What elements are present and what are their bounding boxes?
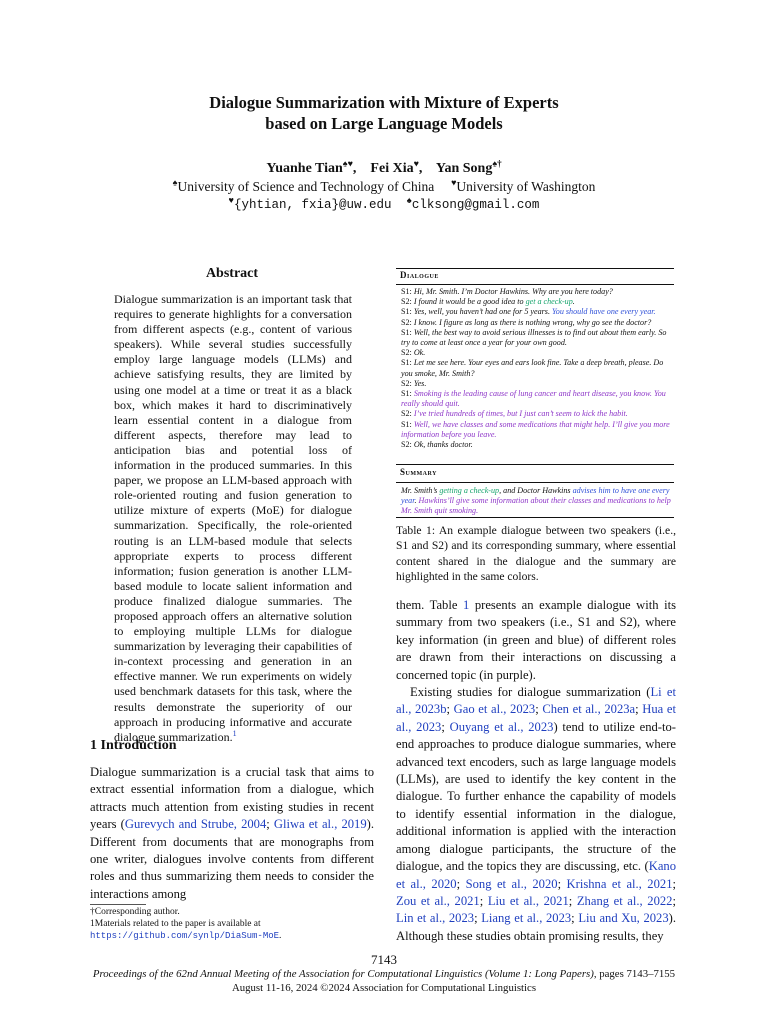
utterance-segment: Let me see here. Your eyes and ears look fine. Take a deep breath, please. Do you smoke, Mr. Smith? <box>401 358 664 378</box>
affil-mark: ♠ <box>172 177 178 188</box>
utterance-segment: Ok, thanks doctor. <box>413 440 473 450</box>
text-run: ; <box>672 876 676 891</box>
section-heading-introduction: 1 Introduction <box>90 738 177 753</box>
dialogue-line <box>401 348 673 358</box>
utterance-segment: Hi, Mr. Smith. I’m Doctor Hawkins. Why are you here today? <box>413 287 613 296</box>
utterance-segment: Yes, well, you haven’t had one for 5 years. <box>413 307 553 317</box>
citation-link[interactable]: Zou et al., 2021 <box>396 893 480 908</box>
introduction-paragraph <box>90 764 374 903</box>
dialogue-line <box>401 389 673 409</box>
utterance-segment: Yes. <box>413 378 427 388</box>
email-text: clksong@gmail.com <box>411 198 540 212</box>
affil-name: University of Washington <box>456 179 596 194</box>
email-mark: ♠ <box>406 195 412 206</box>
abstract-text: Dialogue summarization is an important task that requires to generate highlights for a conversation from different aspects (e.g., content of various speakers). While several studies successfully employ large language models (LLMs) and achieve satisfying results, they are limited by using one model at a time or treat it as a black box, which makes it hard to discriminatively learn essential content in a dialogue from different aspects, therefore may lead to anticipation bias and potential loss of information in the produced summaries. In this paper, we propose an LLM-based approach with role-oriented routing and fusion generation to utilize mixture of experts (MoE) for dialogue summarization. Specifically, the role-oriented routing is an LLM-based module that selects appropriate experts to process different information; fusion generation is another LLM-based module to locate salient information and produce finalized dialogue summaries. The proposed approach offers an alternative solution to employing multiple LLMs for dialogue summarization by leveraging their capabilities of in-context processing and generation in an effective manner. We run experiments on widely used benchmark datasets for this task, where the results demonstrate the superiority of our approach in producing informative and accurate dialogue summarization. <box>114 292 352 744</box>
summary-top-rule <box>396 464 674 465</box>
utterance-segment: I know. I figure as long as there is nothing wrong, why go see the doctor? <box>413 317 652 327</box>
table-bottom-rule <box>396 517 674 518</box>
author-name: Fei Xia <box>370 161 414 176</box>
utterance-segment: I’ve tried hundreds of times, but I just can’t seem to kick the habit. <box>413 409 628 419</box>
speaker-label: S1: <box>401 358 414 368</box>
citation-link[interactable]: Gliwa et al., 2019 <box>273 817 367 832</box>
text-run: ; <box>446 702 454 717</box>
title-line-1: Dialogue Summarization with Mixture of Experts <box>209 93 559 112</box>
citation-link[interactable]: Krishna et al., 2021 <box>566 876 673 891</box>
footnote-materials <box>90 918 374 942</box>
email-text: {yhtian, fxia}@uw.edu <box>233 198 392 212</box>
dialogue-line <box>401 287 673 297</box>
text-run: ). Different from documents that are monographs from one writer, dialogues involve contents from different roles and thus summarizing them needs to consider the interactions among <box>90 817 374 901</box>
proceedings-pages: , pages 7143–7155 <box>593 968 676 980</box>
affil-mark: ♥ <box>451 177 457 188</box>
proceedings-footer <box>0 967 768 995</box>
proceedings-line-2: August 11-16, 2024 ©2024 Association for Computational Linguistics <box>231 982 537 994</box>
author-marks: ♥ <box>413 158 419 169</box>
utterance-segment: Smoking is the leading cause of lung cancer and heart disease, you know. You really should quit. <box>401 389 666 409</box>
text-run: Dialogue summarization is a crucial task that aims to extract essential information from a dialogue, which attracts much attention from existing studies in recent years ( <box>90 765 374 832</box>
author-emails <box>0 196 768 214</box>
speaker-label: S2: <box>401 378 414 388</box>
utterance-segment: get a check-up <box>525 297 573 307</box>
author-list: Yuanhe Tian♠♥, Fei Xia♥, Yan Song♠† <box>266 158 502 176</box>
speaker-label: S1: <box>401 287 414 296</box>
speaker-label: S1: <box>401 389 414 399</box>
utterance-segment: Well, we have classes and some medications that might help. I’ll give you more information before you leave. <box>401 419 670 439</box>
author-marks: ♠♥ <box>342 158 353 169</box>
summary-segment: . <box>414 496 419 506</box>
dialogue-line <box>401 297 673 307</box>
proceedings-line-1 <box>0 967 768 981</box>
text-run: ) tend to utilize end-to-end approaches to produce dialogue summaries, where advanced text encoders, such as large language models (LLMs), are used to identify the key content in the dialogue. To further enhance the capability of models to identify essential information in the dialogue, additional information is applied with the interaction among dialogue participants, the structure of the dialogue, and the topics they are discussing, etc. ( <box>396 719 676 874</box>
email-mark: ♥ <box>228 195 234 206</box>
citation-link[interactable]: Chen et al., 2023a <box>542 702 636 717</box>
speaker-label: S2: <box>401 317 414 327</box>
text-run: ; <box>557 876 567 891</box>
speaker-label: S2: <box>401 409 414 419</box>
citation-link[interactable]: Lin et al., 2023 <box>396 911 475 926</box>
text-run: ; <box>535 702 543 717</box>
summary-label: Summary <box>400 467 437 477</box>
text-run: Existing studies for dialogue summarization ( <box>410 685 651 700</box>
utterance-segment: I found it would be a good idea to <box>413 297 526 307</box>
dialogue-line <box>401 358 673 378</box>
summary-segment: Hawkins’ll give some information about their classes and medications to help Mr. Smith quit smoking. <box>401 496 671 516</box>
citation-link[interactable]: Hua et al., 2023 <box>396 702 676 734</box>
text-run: ; <box>456 876 466 891</box>
paper-title <box>0 92 768 134</box>
text-run: ; <box>479 893 488 908</box>
speaker-label: S1: <box>401 327 414 337</box>
dialogue-label: Dialogue <box>400 270 439 280</box>
dialogue-line <box>401 420 673 440</box>
text-run: ; <box>571 911 579 926</box>
dialogue-line <box>401 379 673 389</box>
citation-link[interactable]: Ouyang et al., 2023 <box>449 719 554 734</box>
paragraph <box>396 684 676 945</box>
citation-link[interactable]: Gurevych and Strube, 2004 <box>124 817 267 832</box>
paragraph <box>396 597 676 684</box>
summary-label-rule <box>396 482 674 483</box>
author-name: Yuanhe Tian <box>266 161 343 176</box>
footnote-divider <box>90 904 146 905</box>
utterance-segment: . <box>572 297 575 307</box>
affiliations <box>0 178 768 196</box>
text-run: ). Although these studies obtain promising results, they <box>396 911 676 943</box>
dialogue-label-rule <box>396 284 674 285</box>
citation-link[interactable]: Liu et al., 2021 <box>487 893 569 908</box>
table-caption: Table 1: An example dialogue between two speakers (i.e., S1 and S2) and its corresponding summary, where essential content shared in the dialogue and the summary are highlighted in the same colors. <box>396 524 676 584</box>
citation-link[interactable]: Song et al., 2020 <box>465 876 558 891</box>
speaker-label: S1: <box>401 307 414 317</box>
author-marks: ♠† <box>492 158 502 169</box>
author-name: Yan Song <box>435 161 493 176</box>
summary-segment: Mr. Smith’s <box>401 486 440 495</box>
text-run: presents an example dialogue with its summary from two speakers (i.e., S1 and S2), where key information (in green and blue) of different roles are drawn from their interactions on discussing a concerned topic (in purple). <box>396 598 677 682</box>
utterance-segment: You should have one every year. <box>552 307 656 317</box>
speaker-label: S1: <box>401 419 414 429</box>
dialogue-line <box>401 318 673 328</box>
speaker-label: S2: <box>401 440 414 450</box>
citation-link[interactable]: Zhang et al., 2022 <box>576 893 673 908</box>
utterance-segment: Well, the best way to avoid serious illnesses is to find out about them early. So try to come at least once a year for your own good. <box>401 327 667 348</box>
citation-link[interactable]: Li et al., 2023b <box>396 685 676 717</box>
footnote-ref-link[interactable]: 1 <box>232 728 237 738</box>
dialogue-block <box>401 287 673 450</box>
citation-link[interactable]: Gao et al., 2023 <box>453 702 536 717</box>
footnotes <box>90 906 374 942</box>
proceedings-title: Proceedings of the 62nd Annual Meeting of the Association for Computational Linguistics (Volume 1: Long Papers) <box>92 968 594 980</box>
speaker-label: S2: <box>401 297 414 307</box>
speaker-label: S2: <box>401 348 414 358</box>
summary-segment: , and Doctor Hawkins <box>499 486 573 495</box>
citation-link[interactable]: Liu and Xu, 2023 <box>578 911 669 926</box>
affil-name: University of Science and Technology of China <box>177 179 435 194</box>
text-run: them. Table <box>396 598 463 612</box>
text-run: ; <box>635 702 643 717</box>
abstract-body <box>114 292 352 745</box>
dialogue-line <box>401 440 673 450</box>
summary-block <box>401 486 673 517</box>
table-ref-link[interactable]: 1 <box>462 598 470 612</box>
dialogue-line <box>401 409 673 419</box>
text-run: ; <box>474 911 482 926</box>
text-run: ; <box>266 817 274 832</box>
text-run: ; <box>672 893 676 908</box>
right-column-body <box>396 597 676 945</box>
citation-link[interactable]: Liang et al., 2023 <box>481 911 572 926</box>
title-line-2: based on Large Language Models <box>265 114 503 133</box>
repo-url-link[interactable]: https://github.com/synlp/DiaSum-MoE <box>90 931 280 941</box>
dialogue-line <box>401 328 673 348</box>
summary-segment: advises him to have one every year <box>401 486 670 506</box>
summary-segment: getting a check-up <box>439 486 500 495</box>
text-run: ; <box>568 893 577 908</box>
utterance-segment: Ok. <box>413 348 426 358</box>
page-number: 7143 <box>371 952 397 967</box>
abstract-heading: Abstract <box>205 266 259 281</box>
footnote-corresponding: †Corresponding author. <box>90 907 180 917</box>
table-top-rule <box>396 268 674 269</box>
citation-link[interactable]: Kano et al., 2020 <box>396 859 676 891</box>
dialogue-line <box>401 307 673 317</box>
footnote-text: . <box>279 931 282 941</box>
text-run: ; <box>441 719 450 734</box>
footnote-text: 1Materials related to the paper is available at <box>90 919 261 929</box>
